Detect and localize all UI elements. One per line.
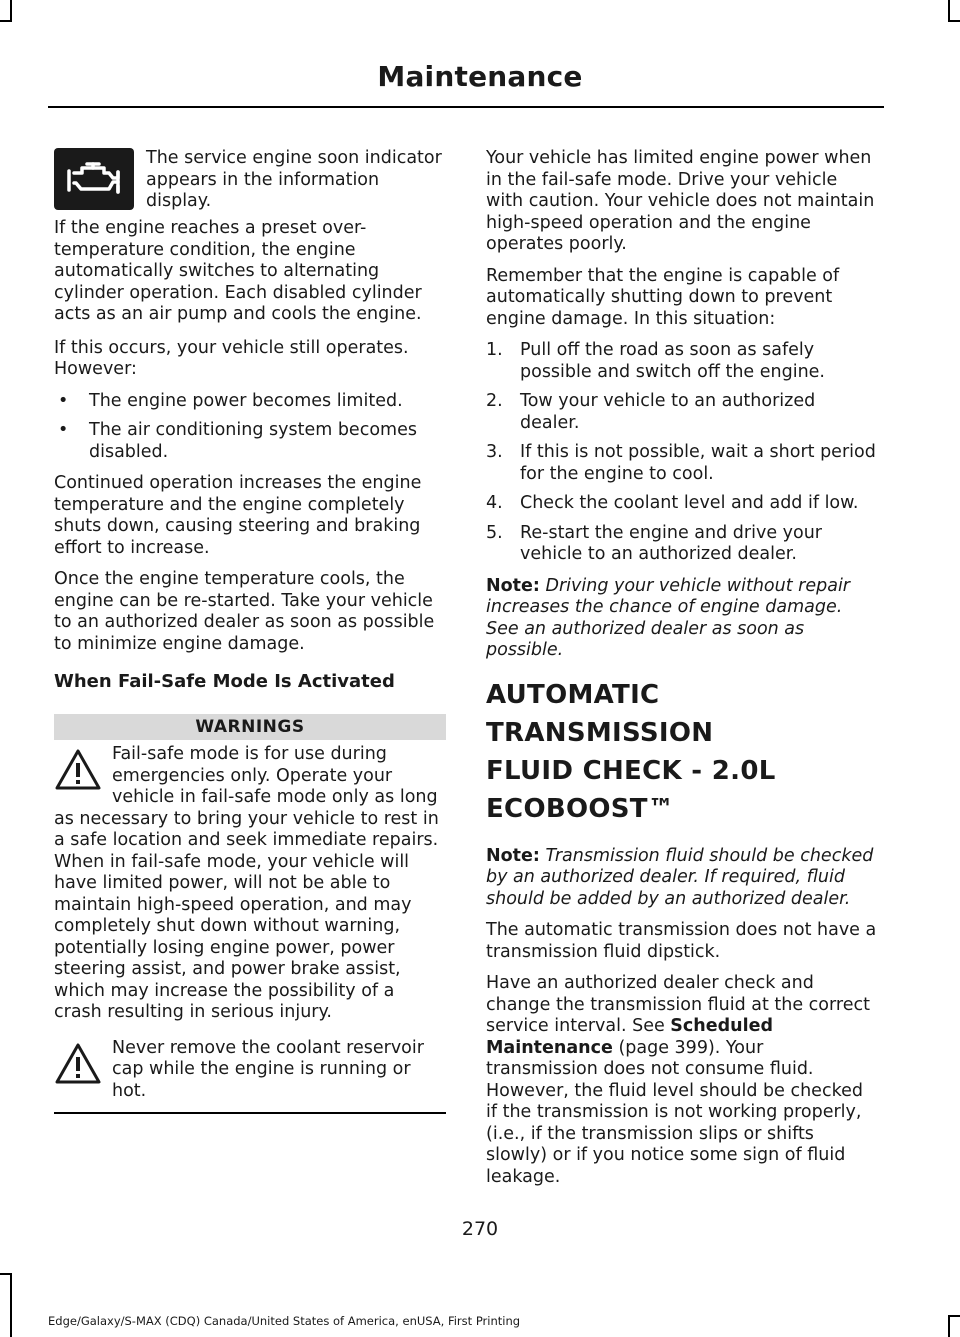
engine-indicator-row xyxy=(54,148,446,210)
paragraph: Once the engine temperature cools, the engine can be re-started. Take your vehicle to an authorized dealer as soon as possible to minimize engine damage. xyxy=(54,569,435,654)
crop-mark xyxy=(0,20,12,22)
right-column xyxy=(486,148,878,1198)
crop-mark xyxy=(10,0,12,20)
list-number: 3. xyxy=(486,442,503,462)
header-rule xyxy=(48,106,884,108)
section-heading-line: ECOBOOST™ xyxy=(486,793,675,824)
warnings-header: WARNINGS xyxy=(54,714,446,740)
note-paragraph xyxy=(486,576,878,662)
list-text: If this is not possible, wait a short period for the engine to cool. xyxy=(520,442,876,484)
crop-mark xyxy=(0,1273,12,1275)
paragraph: If this occurs, your vehicle still operates. However: xyxy=(54,337,409,379)
numbered-list xyxy=(486,340,878,566)
list-item xyxy=(486,391,878,434)
note-text: Driving your vehicle without repair increases the chance of engine damage. See an authorized dealer as soon as possible. xyxy=(486,575,850,660)
engine-indicator-text: The service engine soon indicator appears in the information display. xyxy=(146,148,442,211)
list-item xyxy=(486,523,878,566)
paragraph: Continued operation increases the engine temperature and the engine completely shuts down, causing steering and braking effort to increase. xyxy=(54,473,422,558)
warning-triangle-icon xyxy=(54,1042,102,1086)
paragraph: Your vehicle has limited engine power when in the fail-safe mode. Drive your vehicle with caution. Your vehicle does not maintain high-speed operation and the engine operates poorly. xyxy=(486,148,875,254)
list-item xyxy=(486,493,878,515)
list-text: Check the coolant level and add if low. xyxy=(520,493,859,513)
section-heading-line: AUTOMATIC TRANSMISSION xyxy=(486,679,714,748)
engine-icon xyxy=(54,148,134,210)
paragraph: Remember that the engine is capable of automatically shutting down to prevent engine damage. In this situation: xyxy=(486,265,840,329)
cross-reference-link[interactable]: Scheduled Maintenance xyxy=(486,1016,773,1058)
section-heading-line: FLUID CHECK - 2.0L xyxy=(486,755,776,786)
list-item: • The engine power becomes limited. xyxy=(54,391,446,413)
crop-mark xyxy=(948,0,950,20)
list-number: 1. xyxy=(486,340,503,360)
paragraph-text: Have an authorized dealer check and change the transmission fluid at the correct service interval. See xyxy=(486,973,870,1036)
footer-text: Edge/Galaxy/S-MAX (CDQ) Canada/United States of America, enUSA, First Printing xyxy=(48,1314,521,1328)
left-column xyxy=(54,148,446,1128)
crop-mark xyxy=(10,1275,12,1337)
warnings-bottom-rule xyxy=(54,1112,446,1114)
crop-mark xyxy=(948,1317,950,1337)
warning-text: Never remove the coolant reservoir cap while the engine is running or hot. xyxy=(112,1037,424,1101)
warning-text: Fail-safe mode is for use during emergencies only. Operate your vehicle in fail-safe mode only as long as necessary to bring your vehicle to rest in a safe location and seek immediate repairs. When in fail-safe mode, your vehicle will have limited power, will not be able to maintain high-speed operation, and may completely shut down without warning, potentially losing engine power, power steering assist, and power brake assist, which may increase the possibility of a crash resulting in serious injury. xyxy=(54,744,439,1022)
list-number: 5. xyxy=(486,522,503,543)
note-paragraph xyxy=(486,846,878,911)
paragraph: If the engine reaches a preset over-temperature condition, the engine automatically switches to alternating cylinder operation. Each disabled cylinder acts as an air pump and cools the engine. xyxy=(54,218,422,324)
page-number: 270 xyxy=(461,1218,499,1240)
list-text: Pull off the road as soon as safely possible and switch off the engine. xyxy=(520,340,825,382)
list-number: 4. xyxy=(486,493,503,513)
note-text: Transmission fluid should be checked by an authorized dealer. If required, fluid should be added by an authorized dealer. xyxy=(486,845,874,909)
warning-block xyxy=(54,744,446,1024)
list-item: • The air conditioning system becomes disabled. xyxy=(54,420,446,463)
note-label: Note: xyxy=(486,845,540,866)
page-title: Maintenance xyxy=(377,60,583,93)
crop-mark xyxy=(948,1315,960,1317)
list-number: 2. xyxy=(486,391,503,411)
paragraph-text: (page 399). Your transmission does not consume fluid. However, the fluid level should be checked if the transmission is not working properly, (i.e., if the transmission slips or shifts slowly) or if you notice some sign of fluid leakage. xyxy=(486,1037,863,1187)
section-heading xyxy=(486,676,878,828)
list-text: Tow your vehicle to an authorized dealer. xyxy=(520,391,816,433)
bullet-list xyxy=(54,391,446,464)
list-item xyxy=(486,442,878,485)
warning-triangle-icon xyxy=(54,748,102,792)
warning-block xyxy=(54,1038,446,1115)
crop-mark xyxy=(948,20,960,22)
list-item xyxy=(486,340,878,383)
list-text: Re-start the engine and drive your vehicle to an authorized dealer. xyxy=(520,522,822,564)
paragraph xyxy=(486,973,878,1188)
section-subheading: When Fail-Safe Mode Is Activated xyxy=(54,671,395,692)
note-label: Note: xyxy=(486,575,540,596)
paragraph: The automatic transmission does not have a transmission fluid dipstick. xyxy=(486,920,877,962)
